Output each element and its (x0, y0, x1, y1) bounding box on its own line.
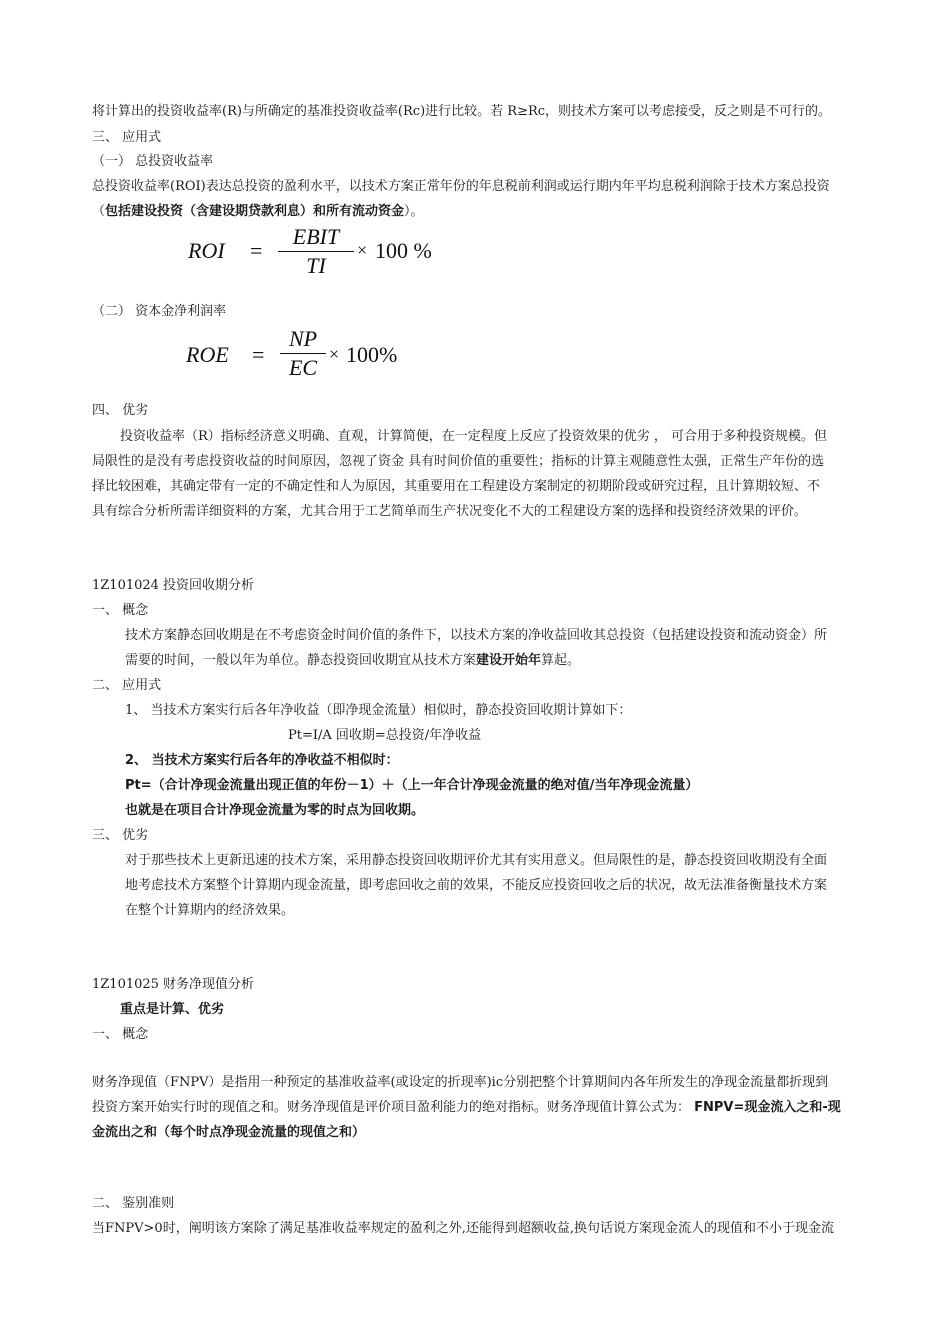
section-heading: 四、 优劣 (92, 403, 149, 418)
fraction-bar (278, 251, 354, 252)
subsection-heading: （二） 资本金净利润率 (92, 304, 227, 319)
text-line (92, 204, 424, 220)
section-heading: 三、 应用式 (92, 130, 162, 145)
formula-lhs: ROI (188, 238, 225, 263)
text-line: 1、 当技术方案实行后各年净收益（即净现金流量）相似时，静态投资回收期计算如下： (125, 703, 632, 718)
text-line: 当FNPV>0时，阐明该方案除了满足基准收益率规定的盈利之外,还能得到超额收益,换句话说方案现金流人的现值和不小于现金流 (92, 1221, 834, 1236)
bold-line: 重点是计算、优劣 (120, 1002, 225, 1017)
text-line: 择比较困难，其确定带有一定的不确定性和人为原因，其重要用在工程建设方案制定的初期阶段或研究过程，且计算期较短、不 (92, 479, 821, 494)
text-fragment: （ (92, 204, 106, 219)
text-line: 在整个计算期内的经济效果。 (125, 903, 295, 918)
section-title: 1Z101024 投资回收期分析 (92, 578, 255, 593)
text-line: 总投资收益率(ROI)表达总投资的盈利水平，以技术方案正常年份的年息税前利润或运行期内年平均息税利润除于技术方案总投资 (92, 179, 830, 194)
bold-text: FNPV=现金流入之和-现 (694, 1100, 841, 1115)
bold-line: 也就是在项目合计净现金流量为零的时点为回收期。 (125, 803, 425, 818)
formula-line: Pt=I/A 回收期=总投资/年净收益 (288, 728, 482, 743)
formula-denominator: TI (306, 253, 326, 278)
text-line: 地考虑技术方案整个计算期内现金流量，即考虑回收之前的效果，不能反应投资回收之后的状况，故无法准备衡量技术方案 (125, 878, 828, 893)
section-heading: 二、 应用式 (92, 678, 162, 693)
formula-percent: 100 % (375, 238, 432, 263)
text-fragment: 投资方案开始实行时的现值之和。财务净现值是评价项目盈利能力的绝对指标。财务净现值计算公式为： (92, 1100, 695, 1115)
text-line: 将计算出的投资收益率(R)与所确定的基准投资收益率(Rc)进行比较。若 R≥Rc，则技术方案可以考虑接受，反之则是不可行的。 (92, 104, 832, 119)
text-line: 技术方案静态回收期是在不考虑资金时间价值的条件下，以技术方案的净收益回收其总投资（包括建设投资和流动资金）所 (125, 628, 828, 643)
section-heading: 三、 优劣 (92, 828, 149, 843)
text-fragment: ）。 (404, 204, 424, 219)
bold-text: 包括建设投资（含建设期贷款利息）和所有流动资金 (105, 204, 405, 219)
formula-equals: = (250, 238, 263, 263)
formula-times: × (329, 344, 340, 364)
section-heading: 一、 概念 (92, 603, 149, 618)
text-line: 局限性的是没有考虑投资收益的时间原因，忽视了资金 具有时间价值的重要性；指标的计算主观随意性太强，正常生产年份的选 (92, 454, 825, 469)
formula-numerator: EBIT (292, 224, 340, 249)
formula-equals: = (252, 342, 265, 367)
formula-times: × (357, 240, 368, 260)
bold-line: 2、 当技术方案实行后各年的净收益不相似时： (125, 753, 399, 768)
text-fragment: 算起。 (541, 653, 581, 668)
formula-lhs: ROE (186, 342, 229, 367)
section-title: 1Z101025 财务净现值分析 (92, 977, 255, 992)
text-line (92, 1100, 841, 1116)
text-fragment: 需要的时间，一般以年为单位。静态投资回收期宜从技术方案 (125, 653, 477, 668)
subsection-heading: （一） 总投资收益率 (92, 154, 214, 169)
formula-denominator: EC (288, 355, 318, 380)
text-line: 投资收益率（R）指标经济意义明确、直观，计算简便，在一定程度上反应了投资效果的优劣 ， 可合用于多种投资规模。但 (120, 429, 828, 444)
formula-fraction (280, 326, 326, 381)
text-line: 对于那些技术上更新迅速的技术方案，采用静态投资回收期评价尤其有实用意义。但局限性的是，静态投资回收期没有全面 (125, 853, 828, 868)
formula-numerator: NP (288, 326, 318, 351)
bold-line: Pt=（合计净现金流量出现正值的年份－1）＋（上一年合计净现金流量的绝对值/当年净现金流量） (125, 778, 699, 793)
formula-fraction (278, 224, 354, 279)
fraction-bar (280, 353, 326, 354)
formula-percent: 100% (346, 342, 398, 367)
section-heading: 二、 鉴别准则 (92, 1196, 175, 1211)
text-line (125, 653, 580, 669)
bold-text: 建设开始年 (476, 653, 542, 668)
text-line: 具有综合分析所需详细资料的方案，尤其合用于工艺简单而生产状况变化不大的工程建设方案的选择和投资经济效果的评价。 (92, 504, 808, 519)
bold-line: 金流出之和（每个时点净现金流量的现值之和） (92, 1125, 366, 1140)
section-heading: 一、 概念 (92, 1027, 149, 1042)
text-line: 财务净现值（FNPV）是指用一种预定的基准收益率(或设定的折现率)ic分别把整个计算期间内各年所发生的净现金流量都折现到 (92, 1075, 829, 1090)
